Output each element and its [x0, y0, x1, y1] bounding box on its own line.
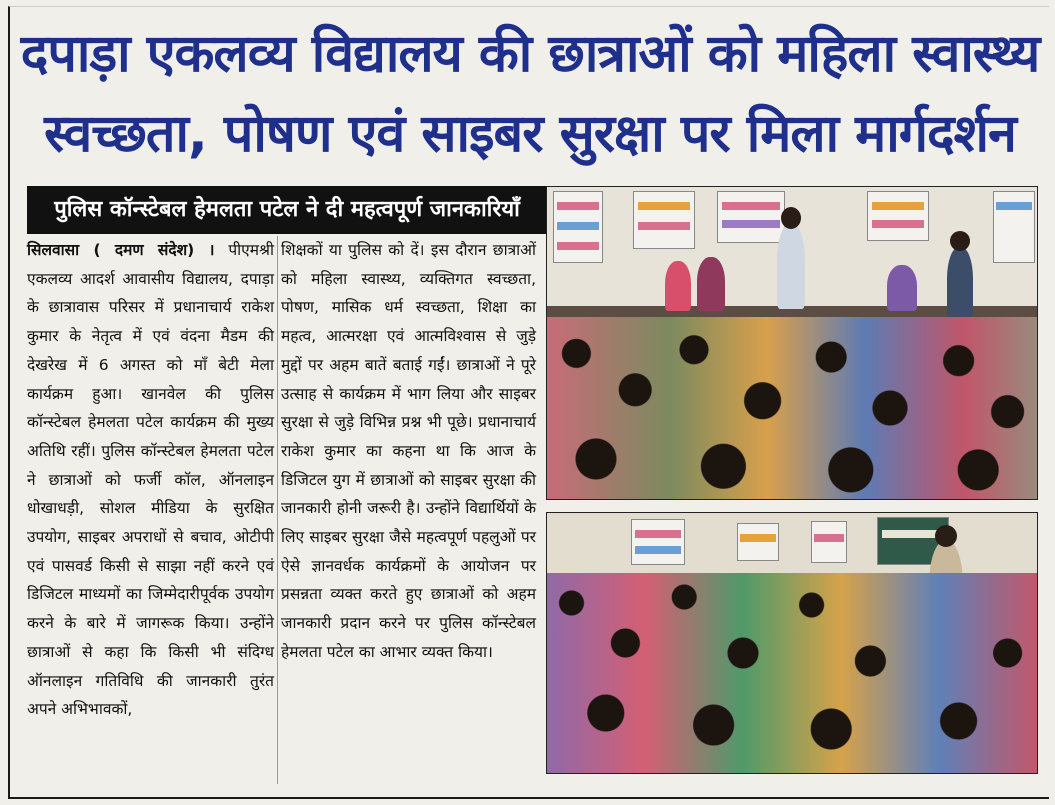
article-body-column-2: शिक्षकों या पुलिस को दें। इस दौरान छात्राओं को महिला स्वास्थ्य, व्यक्तिगत स्वच्छता, पोषण, मासिक धर्म स्वच्छता, शिक्षा का महत्व, आत्मरक्षा एवं आत्मविश्वास से जुड़े मुद्दों पर अहम बातें बताई गईं। छात्राओं ने पूरे उत्साह से कार्यक्रम में भाग लिया और साइबर सुरक्षा से जुड़े विभिन्न प्रश्न भी पूछे। प्रधानाचार्य राकेश कुमार का कहना था कि आज के डिजिटल युग में छात्राओं को साइबर सुरक्षा की जानकारी होनी जरूरी है। उन्होंने विद्यार्थियों के लिए साइबर सुरक्षा जैसे महत्वपूर्ण पहलुओं पर ऐसे ज्ञानवर्धक कार्यक्रमों के आयोजन पर प्रसन्नता व्यक्त करते हुए छात्राओं को अहम जानकारी प्रदान करने पर पुलिस कॉन्स्टेबल हेमलता पटेल का आभार व्यक्त किया।	[281, 241, 536, 661]
column-divider	[277, 236, 278, 784]
photo-seminar-audience	[546, 186, 1038, 500]
photo-constable-addressing-students	[546, 512, 1038, 774]
subheadline-bar: पुलिस कॉन्स्टेबल हेमलता पटेल ने दी महत्वपूर्ण जानकारियाँ	[27, 186, 547, 234]
article-column-2	[281, 236, 536, 667]
headline-line-2: स्वच्छता, पोषण एवं साइबर सुरक्षा पर मिला मार्गदर्शन	[44, 104, 1016, 164]
dateline: सिलवासा ( दमण संदेश) ।	[27, 241, 215, 259]
headline-line-1: दपाड़ा एकलव्य विद्यालय की छात्राओं को महिला स्वास्थ्य	[20, 24, 1040, 84]
article-body-column-1: पीएमश्री एकलव्य आदर्श आवासीय विद्यालय, दपाड़ा के छात्रावास परिसर में प्रधानाचार्य राकेश कुमार के नेतृत्व में एवं वंदना मैडम की देखरेख में 6 अगस्त को माँ बेटी मेला कार्यक्रम हुआ। खानवेल की पुलिस कॉन्स्टेबल हेमलता पटेल कार्यक्रम की मुख्य अतिथि रहीं। पुलिस कॉन्स्टेबल हेमलता पटेल ने छात्राओं को फर्जी कॉल, ऑनलाइन धोखाधड़ी, सोशल मीडिया के सुरक्षित उपयोग, साइबर अपराधों से बचाव, ओटीपी एवं पासवर्ड किसी से साझा नहीं करने एवं डिजिटल माध्यमों का जिम्मेदारीपूर्वक उपयोग करने के बारे में जागरूक किया। उन्होंने छात्राओं से कहा कि किसी भी संदिग्ध ऑनलाइन गतिविधि की जानकारी तुरंत अपने अभिभावकों,	[27, 241, 274, 719]
article-column-1	[27, 236, 274, 724]
